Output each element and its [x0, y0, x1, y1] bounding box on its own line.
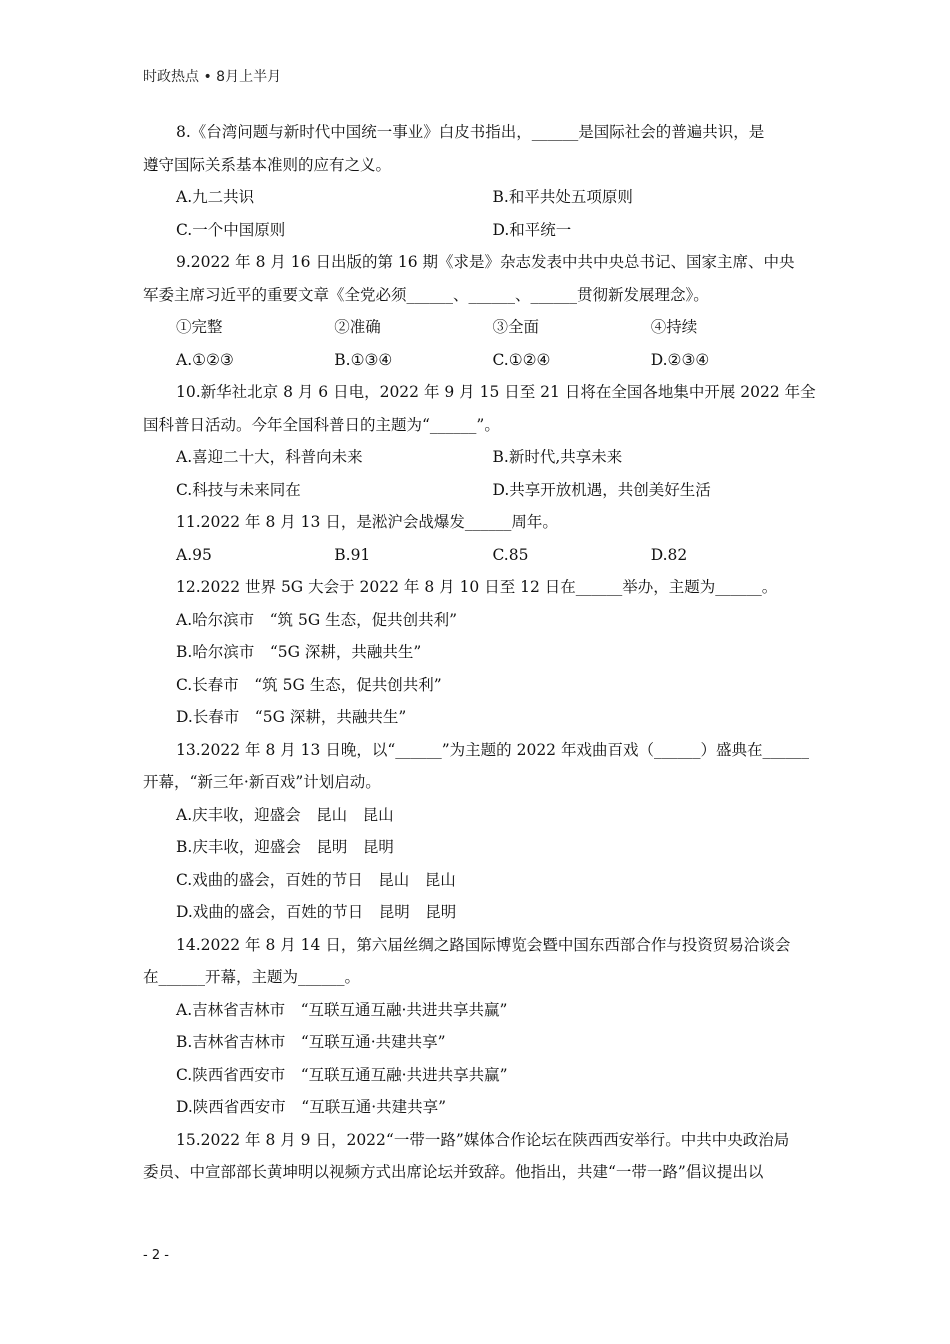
options-row: [143, 441, 809, 474]
answer-option: A.①②③: [176, 350, 234, 369]
answer-option: B.和平共处五项原则: [492, 188, 633, 206]
answer-option: C.一个中国原则: [176, 220, 286, 239]
text-line: 10.新华社北京 8 月 6 日电，2022 年 9 月 15 日至 21 日将在全国各地集中开展 2022 年全: [176, 383, 816, 401]
answer-option: C.①②④: [492, 350, 551, 369]
options-row: [143, 539, 809, 572]
text-line: C.长春市 “筑 5G 生态，促共创共利”: [176, 675, 442, 694]
text-line: 在______开幕，主题为______。: [143, 968, 361, 986]
answer-option: C.85: [492, 545, 529, 564]
text-line: 军委主席习近平的重要文章《全党必须______、______、______贯彻新发展理念》。: [143, 285, 709, 304]
options-row: [143, 181, 809, 214]
text-line: B.庆丰收，迎盛会 昆明 昆明: [176, 838, 394, 856]
answer-option: D.②③④: [650, 350, 710, 369]
page-number: - 2 -: [143, 1248, 169, 1263]
options-row: [143, 311, 809, 344]
text-line: A.哈尔滨市 “筑 5G 生态，促共创共利”: [176, 610, 458, 629]
options-row: [143, 474, 809, 507]
text-line: 11.2022 年 8 月 13 日，是淞沪会战爆发______周年。: [176, 513, 558, 531]
answer-option: ④持续: [650, 318, 698, 336]
answer-option: A.95: [176, 545, 212, 564]
text-line: 12.2022 世界 5G 大会于 2022 年 8 月 10 日至 12 日在______举办，主题为______。: [176, 578, 778, 596]
text-line: C.戏曲的盛会，百姓的节日 昆山 昆山: [176, 870, 456, 889]
text-line: D.陕西省西安市 “互联互通·共建共享”: [176, 1098, 447, 1116]
text-line: A.吉林省吉林市 “互联互通互融·共进共享共赢”: [176, 1000, 508, 1019]
text-line: D.长春市 “5G 深耕，共融共生”: [176, 708, 407, 726]
options-row: [143, 344, 809, 377]
text-line: B.吉林省吉林市 “互联互通·共建共享”: [176, 1033, 446, 1051]
text-line: 委员、中宣部部长黄坤明以视频方式出席论坛并致辞。他指出，共建“一带一路”倡议提出以: [143, 1163, 764, 1181]
text-line: D.戏曲的盛会，百姓的节日 昆明 昆明: [176, 903, 457, 921]
text-line: 遵守国际关系基本准则的应有之义。: [143, 155, 392, 174]
page-header: 时政热点 • 8月上半月: [143, 69, 282, 85]
answer-option: A.喜迎二十大，科普向未来: [176, 448, 363, 466]
text-line: 15.2022 年 8 月 9 日，2022“一带一路”媒体合作论坛在陕西西安举行。中共中央政治局: [176, 1130, 790, 1149]
text-line: 14.2022 年 8 月 14 日，第六届丝绸之路国际博览会暨中国东西部合作与投资贸易洽谈会: [176, 935, 791, 954]
text-line: 13.2022 年 8 月 13 日晚，以“______”为主题的 2022 年戏曲百戏（______）盛典在______: [176, 740, 809, 759]
text-line: B.哈尔滨市 “5G 深耕，共融共生”: [176, 643, 422, 661]
text-line: A.庆丰收，迎盛会 昆山 昆山: [176, 805, 394, 824]
answer-option: D.82: [650, 545, 688, 564]
text-line: 9.2022 年 8 月 16 日出版的第 16 期《求是》杂志发表中共中央总书记、国家主席、中央: [176, 253, 795, 271]
answer-option: ①完整: [176, 318, 223, 336]
answer-option: C.科技与未来同在: [176, 480, 301, 499]
text-line: 8.《台湾问题与新时代中国统一事业》白皮书指出，______是国际社会的普遍共识，是: [176, 123, 765, 141]
options-row: [143, 214, 809, 247]
answer-option: D.和平统一: [492, 220, 572, 239]
answer-option: ②准确: [334, 318, 381, 336]
answer-option: B.91: [334, 545, 371, 564]
answer-option: ③全面: [492, 318, 540, 336]
text-line: 开幕，“新三年·新百戏”计划启动。: [143, 773, 381, 791]
answer-option: B.①③④: [334, 350, 393, 369]
answer-option: D.共享开放机遇，共创美好生活: [492, 480, 711, 499]
text-line: C.陕西省西安市 “互联互通互融·共进共享共赢”: [176, 1065, 508, 1084]
answer-option: B.新时代,共享未来: [492, 448, 623, 466]
text-line: 国科普日活动。今年全国科普日的主题为“______”。: [143, 415, 500, 434]
document-body: [143, 116, 816, 1189]
answer-option: A.九二共识: [176, 188, 255, 206]
